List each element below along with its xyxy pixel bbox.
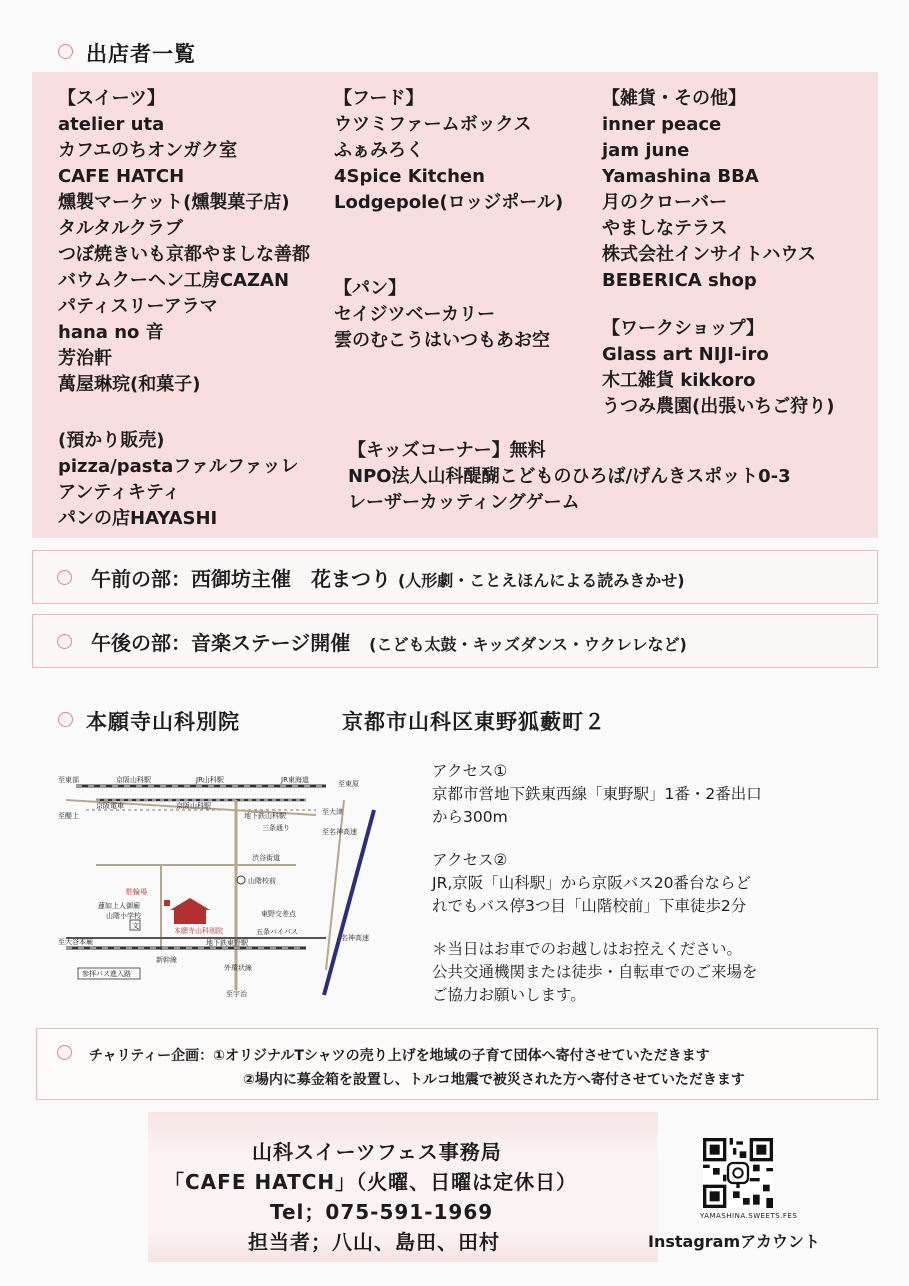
map-label: 至大津 bbox=[322, 808, 343, 816]
map-label: 新幹線 bbox=[156, 956, 177, 964]
vendor-item: Glass art NIJI-iro bbox=[602, 344, 769, 365]
vendor-item: うつみ農園(出張いちご狩り) bbox=[602, 396, 835, 417]
instagram-icon bbox=[728, 1163, 748, 1183]
vendor-item: やましなテラス bbox=[602, 218, 728, 239]
bread-title: 【パン】 bbox=[334, 278, 406, 299]
morning-main: 午前の部：西御坊主催 花まつり bbox=[91, 567, 391, 591]
map-label: 至東原 bbox=[338, 780, 359, 788]
vendor-item: セイジツベーカリー bbox=[334, 304, 496, 325]
map-label: 京阪山科駅 bbox=[176, 802, 211, 810]
qr-caption: YAMASHINA.SWEETS.FES bbox=[700, 1212, 798, 1220]
vendor-item: パティスリーアラマ bbox=[58, 296, 218, 317]
vendor-item: pizza/pastaファルファッレ bbox=[58, 456, 299, 477]
map-label: 山階小学校 bbox=[106, 912, 141, 920]
vendor-item: アンティキティ bbox=[58, 482, 181, 503]
food-column bbox=[334, 86, 563, 216]
vendor-item: atelier uta bbox=[58, 114, 165, 135]
food-title: 【フード】 bbox=[334, 88, 424, 109]
note-line2: 公共交通機関または徒歩・自転車でのご来場を bbox=[432, 963, 758, 981]
section-bullet-icon bbox=[58, 712, 73, 727]
map-label: 三条通り bbox=[262, 824, 290, 832]
access2-title: アクセス② bbox=[432, 851, 508, 869]
qr-code-icon bbox=[703, 1138, 773, 1208]
goods-title: 【雑貨・その他】 bbox=[602, 88, 746, 109]
kids-title: 【キッズコーナー】無料 bbox=[348, 440, 546, 461]
map-label: 文 bbox=[132, 922, 139, 930]
vendor-item: ウツミファームボックス bbox=[334, 114, 532, 135]
vendor-item: カフエのちオンガク室 bbox=[58, 140, 238, 161]
access1-title: アクセス① bbox=[432, 762, 508, 780]
map-label: JR山科駅 bbox=[196, 776, 224, 784]
tel: Tel；075-591-1969 bbox=[270, 1200, 494, 1224]
charity-line1: チャリティー企画：①オリジナルTシャツの売り上げを地域の子育て団体へ寄付させていただきます bbox=[89, 1048, 710, 1064]
map-label: 渋谷街道 bbox=[252, 854, 280, 862]
note-line1: ＊当日はお車でのお越しはお控えください。 bbox=[432, 940, 743, 958]
access1-line2: から300m bbox=[432, 808, 508, 826]
office-name: 山科スイーツフェス事務局 bbox=[252, 1140, 502, 1164]
sweets-title: 【スイーツ】 bbox=[58, 88, 165, 109]
map-label: 五条バイパス bbox=[256, 928, 298, 936]
map-label: JR東海道 bbox=[281, 776, 309, 784]
venue-address: 京都市山科区東野狐藪町２ bbox=[342, 710, 606, 734]
access-map bbox=[56, 770, 386, 1000]
afternoon-sub: (こども太鼓・キッズダンス・ウクレレなど) bbox=[369, 635, 687, 654]
goods-column bbox=[602, 86, 816, 294]
vendor-item: 月のクローバー bbox=[602, 192, 728, 213]
map-label: 至宇治 bbox=[226, 990, 247, 998]
access-info bbox=[432, 760, 762, 1007]
workshop-column bbox=[602, 316, 834, 420]
morning-banner bbox=[32, 550, 878, 604]
vendor-item: レーザーカッティングゲーム bbox=[348, 492, 580, 513]
map-label: 東野交差点 bbox=[261, 910, 296, 918]
map-label: 至醍上 bbox=[58, 812, 79, 820]
vendor-item: Yamashina BBA bbox=[602, 166, 759, 187]
map-label: 至東部 bbox=[58, 776, 79, 784]
vendor-item: バウムクーヘン工房CAZAN bbox=[58, 270, 290, 291]
vendors-heading: 出店者一覧 bbox=[86, 42, 196, 66]
bicycle-parking-icon bbox=[164, 900, 170, 906]
vendor-item: つぼ焼きいも京都やましな善都 bbox=[58, 244, 310, 265]
map-label: 本願寺山科別院 bbox=[174, 927, 223, 935]
map-label: 山階校前 bbox=[248, 877, 276, 885]
sweets-column bbox=[58, 86, 310, 398]
vendor-item: CAFE HATCH bbox=[58, 166, 185, 187]
consign-column bbox=[58, 428, 299, 532]
vendor-item: 萬屋琳琓(和菓子) bbox=[58, 374, 201, 395]
staff: 担当者；八山、島田、田村 bbox=[248, 1230, 500, 1254]
workshop-title: 【ワークショップ】 bbox=[602, 318, 764, 339]
vendor-item: 芳治軒 bbox=[58, 348, 112, 369]
vendor-item: 燻製マーケット(燻製菓子店) bbox=[58, 192, 290, 213]
afternoon-main: 午後の部：音楽ステージ開催 bbox=[91, 631, 351, 655]
map-label: 至名神高速 bbox=[322, 828, 357, 836]
vendor-item: inner peace bbox=[602, 114, 722, 135]
bread-column bbox=[334, 276, 550, 354]
vendor-item: NPO法人山科醍醐こどものひろば/げんきスポット0-3 bbox=[348, 466, 791, 487]
vendor-item: 雲のむこうはいつもあお空 bbox=[334, 330, 550, 351]
afternoon-banner bbox=[32, 614, 878, 668]
map-label: 地下鉄山科駅 bbox=[244, 812, 286, 820]
vendor-item: 株式会社インサイトハウス bbox=[602, 244, 816, 265]
vendor-item: 4Spice Kitchen bbox=[334, 166, 485, 187]
vendors-panel bbox=[32, 72, 878, 538]
map-label: 京阪電車 bbox=[96, 802, 124, 810]
map-label: 蓮如上人御廟 bbox=[98, 902, 140, 910]
vendor-item: hana no 音 bbox=[58, 322, 164, 343]
vendor-item: タルタルクラブ bbox=[58, 218, 183, 239]
charity-panel bbox=[36, 1028, 878, 1100]
vendor-item: BEBERICA shop bbox=[602, 270, 757, 291]
morning-sub: (人形劇・ことえほんによる読みきかせ) bbox=[397, 571, 685, 590]
vendor-item: jam june bbox=[602, 140, 690, 161]
access1-line1: 京都市営地下鉄東西線「東野駅」1番・2番出口 bbox=[432, 785, 762, 803]
section-bullet-icon bbox=[57, 1045, 72, 1060]
consign-title: (預かり販売) bbox=[58, 430, 165, 451]
cafe-name: 「CAFE HATCH」（火曜、日曜は定休日） bbox=[164, 1170, 578, 1194]
vendor-item: 木工雑貨 kikkoro bbox=[602, 370, 756, 391]
note-line3: ご協力お願いします。 bbox=[432, 986, 586, 1004]
vendor-item: パンの店HAYASHI bbox=[58, 508, 218, 529]
section-bullet-icon bbox=[58, 44, 73, 59]
access2-line1: JR,京阪「山科駅」から京阪バス20番台ならど bbox=[432, 874, 751, 892]
section-bullet-icon bbox=[57, 570, 72, 585]
charity-line2: ②場内に募金箱を設置し、トルコ地震で被災された方へ寄付させていただきます bbox=[243, 1072, 745, 1088]
morning-text bbox=[91, 563, 685, 592]
venue-name: 本願寺山科別院 bbox=[86, 710, 240, 734]
temple-icon bbox=[174, 910, 206, 924]
section-bullet-icon bbox=[57, 634, 72, 649]
map-label: 外環状線 bbox=[224, 964, 252, 972]
map-label: 参拝バス進入路 bbox=[82, 970, 131, 978]
map-label: 駐輪場 bbox=[126, 888, 147, 896]
afternoon-text bbox=[91, 627, 687, 656]
map-label: 名神高速 bbox=[341, 934, 369, 942]
vendor-item: Lodgepole(ロッジポール) bbox=[334, 192, 564, 213]
map-label: 京阪山科駅 bbox=[116, 776, 151, 784]
instagram-label[interactable]: Instagramアカウント bbox=[648, 1232, 820, 1251]
access2-line2: れでもバス停3つ目「山階校前」下車徒歩2分 bbox=[432, 897, 747, 915]
map-label: 至大谷本廟 bbox=[58, 938, 93, 946]
kids-column bbox=[348, 438, 791, 516]
vendor-item: ふぁみろく bbox=[334, 140, 424, 161]
map-label: 地下鉄東野駅 bbox=[206, 939, 248, 947]
